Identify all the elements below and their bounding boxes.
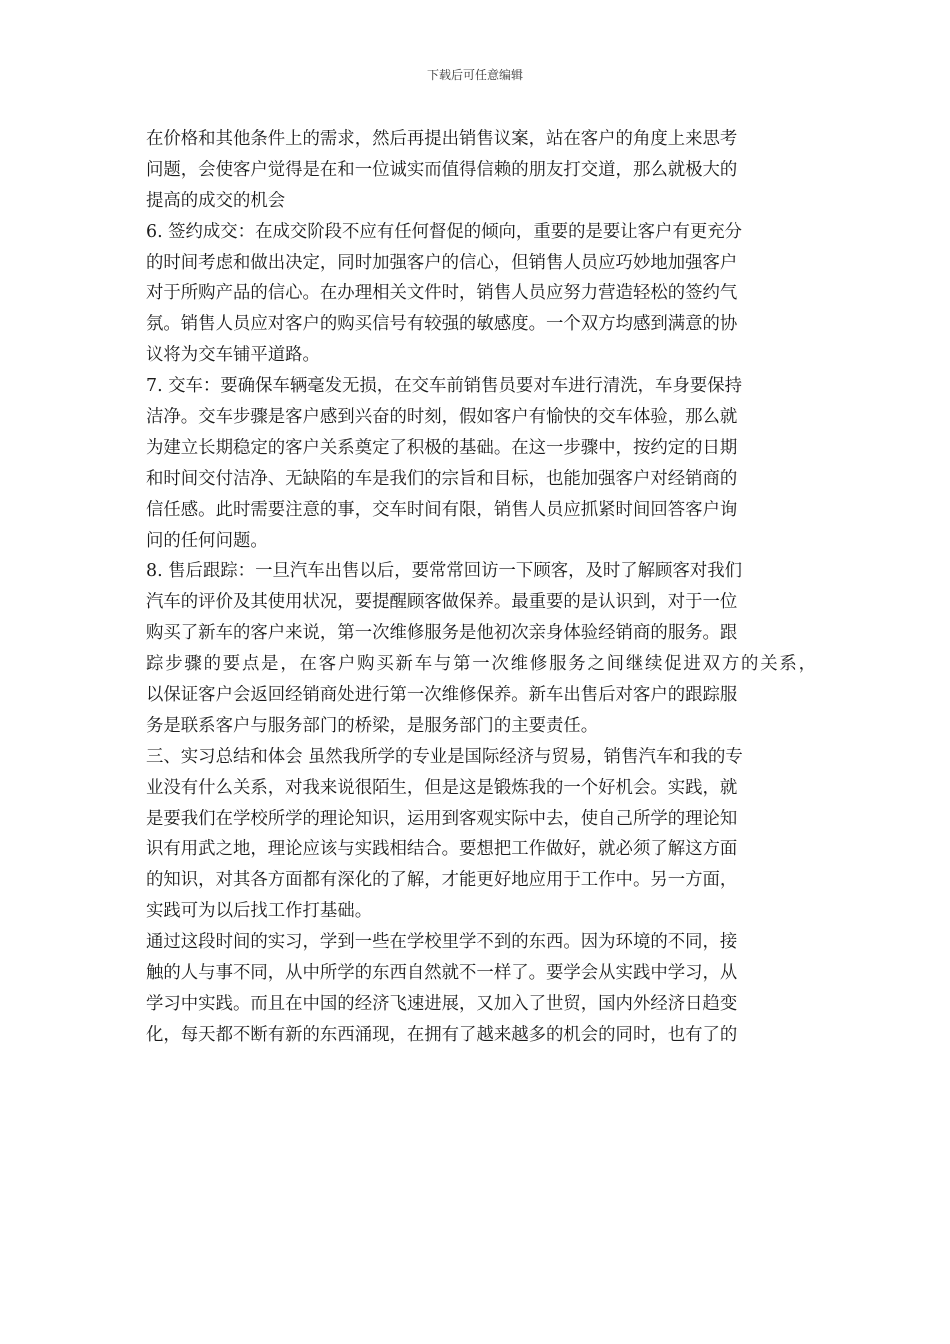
page-header: 下载后可任意编辑 bbox=[426, 68, 523, 82]
text-line: 对于所购产品的信心。在办理相关文件时，销售人员应努力营造轻松的签约气 bbox=[146, 283, 738, 304]
text-line: 化，每天都不断有新的东西涌现，在拥有了越来越多的机会的同时，也有了的 bbox=[146, 1024, 738, 1045]
text-line: 触的人与事不同，从中所学的东西自然就不一样了。要学会从实践中学习，从 bbox=[146, 963, 738, 984]
text-line: 洁净。交车步骤是客户感到兴奋的时刻，假如客户有愉快的交车体验，那么就 bbox=[146, 407, 738, 428]
text-line: 7. 交车：要确保车辆毫发无损，在交车前销售员要对车进行清洗，车身要保持 bbox=[146, 376, 743, 397]
text-line: 识有用武之地，理论应该与实践相结合。要想把工作做好，就必须了解这方面 bbox=[146, 839, 738, 860]
text-line: 的时间考虑和做出决定，同时加强客户的信心，但销售人员应巧妙地加强客户 bbox=[146, 252, 738, 273]
text-line: 议将为交车铺平道路。 bbox=[146, 345, 320, 366]
text-line: 为建立长期稳定的客户关系奠定了积极的基础。在这一步骤中，按约定的日期 bbox=[146, 437, 738, 458]
text-line: 务是联系客户与服务部门的桥梁，是服务部门的主要责任。 bbox=[146, 715, 599, 736]
text-line: 购买了新车的客户来说，第一次维修服务是他初次亲身体验经销商的服务。跟 bbox=[146, 623, 738, 644]
text-line: 是要我们在学校所学的理论知识，运用到客观实际中去，使自己所学的理论知 bbox=[146, 808, 738, 829]
text-line: 8. 售后跟踪：一旦汽车出售以后，要常常回访一下顾客，及时了解顾客对我们 bbox=[146, 561, 743, 582]
text-line: 信任感。此时需要注意的事，交车时间有限，销售人员应抓紧时间回答客户询 bbox=[146, 499, 738, 520]
text-line: 问题，会使客户觉得是在和一位诚实而值得信赖的朋友打交道，那么就极大的 bbox=[146, 159, 738, 180]
text-line: 踪步骤的要点是，在客户购买新车与第一次维修服务之间继续促进双方的关系， bbox=[146, 654, 818, 675]
text-line: 通过这段时间的实习，学到一些在学校里学不到的东西。因为环境的不同，接 bbox=[146, 932, 738, 953]
text-line: 实践可为以后找工作打基础。 bbox=[146, 901, 373, 922]
text-line: 和时间交付洁净、无缺陷的车是我们的宗旨和目标，也能加强客户对经销商的 bbox=[146, 468, 738, 489]
text-line: 学习中实践。而且在中国的经济飞速进展，又加入了世贸，国内外经济日趋变 bbox=[146, 993, 738, 1014]
text-line: 在价格和其他条件上的需求，然后再提出销售议案，站在客户的角度上来思考 bbox=[146, 129, 738, 149]
text-line: 三、实习总结和体会 虽然我所学的专业是国际经济与贸易，销售汽车和我的专 bbox=[146, 746, 743, 767]
text-line: 6. 签约成交：在成交阶段不应有任何督促的倾向，重要的是要让客户有更充分 bbox=[146, 221, 743, 242]
text-line: 的知识，对其各方面都有深化的了解，才能更好地应用于工作中。另一方面， bbox=[146, 870, 738, 891]
body-text bbox=[146, 124, 816, 1051]
text-line: 以保证客户会返回经销商处进行第一次维修保养。新车出售后对客户的跟踪服 bbox=[146, 685, 738, 706]
text-line: 氛。销售人员应对客户的购买信号有较强的敏感度。一个双方均感到满意的协 bbox=[146, 314, 738, 335]
text-line: 业没有什么关系，对我来说很陌生，但是这是锻炼我的一个好机会。实践，就 bbox=[146, 777, 738, 798]
text-line: 提高的成交的机会 bbox=[146, 190, 286, 211]
text-line: 汽车的评价及其使用状况，要提醒顾客做保养。最重要的是认识到，对于一位 bbox=[146, 592, 738, 613]
text-line: 问的任何问题。 bbox=[146, 530, 268, 551]
